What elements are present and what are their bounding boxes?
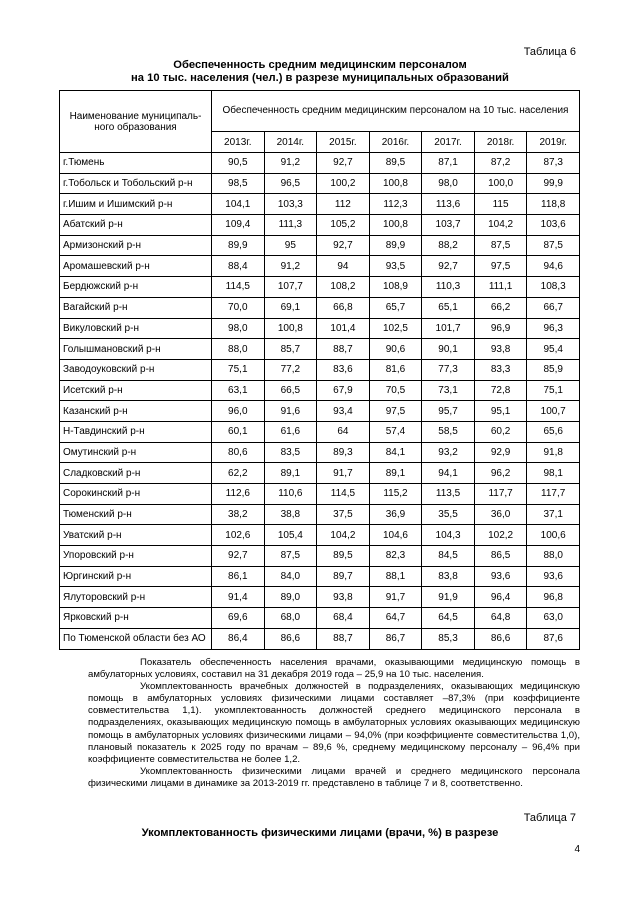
value-cell: 100,6	[527, 525, 580, 546]
value-cell: 72,8	[474, 380, 527, 401]
value-cell: 92,7	[317, 153, 370, 174]
value-cell: 107,7	[264, 277, 317, 298]
value-cell: 93,8	[317, 587, 370, 608]
value-cell: 117,7	[474, 484, 527, 505]
value-cell: 113,5	[422, 484, 475, 505]
municipality-name: Исетский р-н	[60, 380, 212, 401]
value-cell: 57,4	[369, 421, 422, 442]
value-cell: 66,8	[317, 297, 370, 318]
value-cell: 89,1	[369, 463, 422, 484]
value-cell: 84,1	[369, 442, 422, 463]
value-cell: 64,7	[369, 608, 422, 629]
value-cell: 64	[317, 421, 370, 442]
value-cell: 91,2	[264, 153, 317, 174]
value-cell: 98,5	[212, 173, 265, 194]
value-cell: 100,7	[527, 401, 580, 422]
indicator-header: Обеспеченность средним медицинским персоналом на 10 тыс. населения	[212, 91, 580, 132]
value-cell: 64,8	[474, 608, 527, 629]
value-cell: 93,4	[317, 401, 370, 422]
table-row	[60, 504, 580, 525]
table-row	[60, 173, 580, 194]
value-cell: 95,7	[422, 401, 475, 422]
value-cell: 90,1	[422, 339, 475, 360]
value-cell: 96,8	[527, 587, 580, 608]
municipality-name: Армизонский р-н	[60, 235, 212, 256]
municipality-name: Н-Тавдинский р-н	[60, 421, 212, 442]
value-cell: 100,8	[369, 215, 422, 236]
value-cell: 88,0	[527, 546, 580, 567]
value-cell: 114,5	[212, 277, 265, 298]
municipality-name: Сорокинский р-н	[60, 484, 212, 505]
value-cell: 111,3	[264, 215, 317, 236]
value-cell: 98,0	[212, 318, 265, 339]
value-cell: 103,6	[527, 215, 580, 236]
municipality-name: Ялуторовский р-н	[60, 587, 212, 608]
staffing-table	[59, 90, 580, 650]
value-cell: 103,7	[422, 215, 475, 236]
value-cell: 60,2	[474, 421, 527, 442]
table-row	[60, 484, 580, 505]
value-cell: 93,5	[369, 256, 422, 277]
table-7-label: Таблица 7	[523, 812, 576, 824]
value-cell: 108,2	[317, 277, 370, 298]
value-cell: 89,3	[317, 442, 370, 463]
table-row	[60, 339, 580, 360]
table-row	[60, 421, 580, 442]
table-row	[60, 359, 580, 380]
year-header: 2018г.	[474, 132, 527, 153]
value-cell: 95	[264, 235, 317, 256]
table-row	[60, 318, 580, 339]
value-cell: 92,7	[317, 235, 370, 256]
value-cell: 91,4	[212, 587, 265, 608]
value-cell: 108,3	[527, 277, 580, 298]
value-cell: 88,0	[212, 339, 265, 360]
value-cell: 97,5	[474, 256, 527, 277]
value-cell: 66,2	[474, 297, 527, 318]
value-cell: 87,3	[527, 153, 580, 174]
value-cell: 99,9	[527, 173, 580, 194]
value-cell: 93,8	[474, 339, 527, 360]
value-cell: 65,1	[422, 297, 475, 318]
value-cell: 96,9	[474, 318, 527, 339]
table-row	[60, 153, 580, 174]
value-cell: 94	[317, 256, 370, 277]
value-cell: 91,6	[264, 401, 317, 422]
value-cell: 65,7	[369, 297, 422, 318]
table-6-title-line1: Обеспеченность средним медицинским персоналом	[173, 59, 467, 71]
value-cell: 69,1	[264, 297, 317, 318]
value-cell: 92,7	[422, 256, 475, 277]
municipality-header: Наименование муниципаль-ного образования	[60, 91, 212, 153]
value-cell: 66,5	[264, 380, 317, 401]
table-row	[60, 442, 580, 463]
value-cell: 100,8	[369, 173, 422, 194]
value-cell: 35,5	[422, 504, 475, 525]
value-cell: 73,1	[422, 380, 475, 401]
table-row	[60, 401, 580, 422]
value-cell: 87,5	[264, 546, 317, 567]
value-cell: 117,7	[527, 484, 580, 505]
municipality-name: г.Тюмень	[60, 153, 212, 174]
value-cell: 91,9	[422, 587, 475, 608]
value-cell: 104,3	[422, 525, 475, 546]
value-cell: 96,2	[474, 463, 527, 484]
value-cell: 89,9	[369, 235, 422, 256]
value-cell: 100,0	[474, 173, 527, 194]
value-cell: 95,4	[527, 339, 580, 360]
value-cell: 96,0	[212, 401, 265, 422]
value-cell: 87,2	[474, 153, 527, 174]
value-cell: 81,6	[369, 359, 422, 380]
table-6-label: Таблица 6	[523, 46, 576, 58]
value-cell: 66,7	[527, 297, 580, 318]
table-row	[60, 587, 580, 608]
value-cell: 96,5	[264, 173, 317, 194]
value-cell: 68,4	[317, 608, 370, 629]
value-cell: 93,2	[422, 442, 475, 463]
value-cell: 112	[317, 194, 370, 215]
paragraph: Укомплектованность врачебных должностей в подразделениях, оказывающих медицинскую помощь в амбулаторных условиях физическими лицами составляет –87,3% (при коэффициенте совместительства 1,1). укомплектованность должностей среднего медицинского персонала в подразделениях, оказывающих медицинскую помощь в амбулаторных условиях оказывающих медицинскую помощь в амбулаторных условиях физическими лицами – 94,0% (при коэффициенте совместительства 1,0), плановый показатель к 2025 году по врачам – 89,6 %, среднему медицинскому персоналу – 96,4% при коэффициенте совместительства не более 1,2.	[88, 681, 580, 765]
value-cell: 89,9	[212, 235, 265, 256]
table-row	[60, 380, 580, 401]
year-header: 2016г.	[369, 132, 422, 153]
value-cell: 115,2	[369, 484, 422, 505]
value-cell: 102,2	[474, 525, 527, 546]
table-row	[60, 628, 580, 649]
paragraph: Укомплектованность физическими лицами врачей и среднего медицинского персонала физическими лицами в динамике за 2013-2019 гг. представлено в таблице 7 и 8, соответственно.	[88, 765, 580, 789]
value-cell: 88,1	[369, 566, 422, 587]
value-cell: 94,1	[422, 463, 475, 484]
municipality-name: Казанский р-н	[60, 401, 212, 422]
municipality-name: Заводоуковский р-н	[60, 359, 212, 380]
table-row	[60, 608, 580, 629]
value-cell: 89,5	[369, 153, 422, 174]
value-cell: 91,8	[527, 442, 580, 463]
value-cell: 102,6	[212, 525, 265, 546]
value-cell: 111,1	[474, 277, 527, 298]
paragraph: Показатель обеспеченность населения врачами, оказывающими медицинскую помощь в амбулаторных условиях, составил на 31 декабря 2019 года – 25,9 на 10 тыс. населения.	[88, 657, 580, 681]
value-cell: 87,5	[474, 235, 527, 256]
value-cell: 83,5	[264, 442, 317, 463]
value-cell: 91,7	[369, 587, 422, 608]
value-cell: 86,1	[212, 566, 265, 587]
value-cell: 83,6	[317, 359, 370, 380]
municipality-name: Ярковский р-н	[60, 608, 212, 629]
value-cell: 102,5	[369, 318, 422, 339]
value-cell: 104,6	[369, 525, 422, 546]
value-cell: 70,5	[369, 380, 422, 401]
value-cell: 60,1	[212, 421, 265, 442]
value-cell: 104,1	[212, 194, 265, 215]
value-cell: 89,0	[264, 587, 317, 608]
value-cell: 38,8	[264, 504, 317, 525]
text-paragraphs	[88, 657, 580, 790]
value-cell: 118,8	[527, 194, 580, 215]
value-cell: 67,9	[317, 380, 370, 401]
year-header: 2013г.	[212, 132, 265, 153]
table-6-title-line2: на 10 тыс. населения (чел.) в разрезе муниципальных образований	[131, 72, 509, 84]
value-cell: 83,8	[422, 566, 475, 587]
value-cell: 86,5	[474, 546, 527, 567]
value-cell: 58,5	[422, 421, 475, 442]
municipality-name: г.Тобольск и Тобольский р-н	[60, 173, 212, 194]
value-cell: 94,6	[527, 256, 580, 277]
value-cell: 104,2	[474, 215, 527, 236]
value-cell: 68,0	[264, 608, 317, 629]
value-cell: 63,1	[212, 380, 265, 401]
value-cell: 89,7	[317, 566, 370, 587]
value-cell: 77,2	[264, 359, 317, 380]
municipality-name: Абатский р-н	[60, 215, 212, 236]
value-cell: 100,2	[317, 173, 370, 194]
value-cell: 105,2	[317, 215, 370, 236]
year-header: 2019г.	[527, 132, 580, 153]
value-cell: 75,1	[527, 380, 580, 401]
value-cell: 92,7	[212, 546, 265, 567]
value-cell: 89,1	[264, 463, 317, 484]
table-row	[60, 194, 580, 215]
value-cell: 96,4	[474, 587, 527, 608]
value-cell: 90,6	[369, 339, 422, 360]
value-cell: 80,6	[212, 442, 265, 463]
value-cell: 87,5	[527, 235, 580, 256]
value-cell: 64,5	[422, 608, 475, 629]
value-cell: 69,6	[212, 608, 265, 629]
value-cell: 95,1	[474, 401, 527, 422]
value-cell: 36,9	[369, 504, 422, 525]
value-cell: 36,0	[474, 504, 527, 525]
value-cell: 101,7	[422, 318, 475, 339]
year-header: 2014г.	[264, 132, 317, 153]
value-cell: 93,6	[527, 566, 580, 587]
value-cell: 82,3	[369, 546, 422, 567]
municipality-name: Уватский р-н	[60, 525, 212, 546]
value-cell: 115	[474, 194, 527, 215]
value-cell: 88,7	[317, 628, 370, 649]
table-row	[60, 277, 580, 298]
value-cell: 110,3	[422, 277, 475, 298]
value-cell: 103,3	[264, 194, 317, 215]
value-cell: 87,6	[527, 628, 580, 649]
value-cell: 84,0	[264, 566, 317, 587]
value-cell: 84,5	[422, 546, 475, 567]
value-cell: 97,5	[369, 401, 422, 422]
value-cell: 91,7	[317, 463, 370, 484]
value-cell: 86,7	[369, 628, 422, 649]
value-cell: 110,6	[264, 484, 317, 505]
municipality-name: Бердюжский р-н	[60, 277, 212, 298]
value-cell: 98,0	[422, 173, 475, 194]
value-cell: 70,0	[212, 297, 265, 318]
value-cell: 83,3	[474, 359, 527, 380]
value-cell: 86,6	[474, 628, 527, 649]
table-row	[60, 525, 580, 546]
value-cell: 85,3	[422, 628, 475, 649]
municipality-name: г.Ишим и Ишимский р-н	[60, 194, 212, 215]
value-cell: 98,1	[527, 463, 580, 484]
table-row	[60, 546, 580, 567]
value-cell: 92,9	[474, 442, 527, 463]
value-cell: 85,9	[527, 359, 580, 380]
municipality-name: Тюменский р-н	[60, 504, 212, 525]
year-header: 2017г.	[422, 132, 475, 153]
value-cell: 114,5	[317, 484, 370, 505]
value-cell: 104,2	[317, 525, 370, 546]
page-number: 4	[574, 844, 580, 855]
value-cell: 61,6	[264, 421, 317, 442]
municipality-name: Викуловский р-н	[60, 318, 212, 339]
value-cell: 96,3	[527, 318, 580, 339]
value-cell: 109,4	[212, 215, 265, 236]
value-cell: 88,7	[317, 339, 370, 360]
municipality-name: Упоровский р-н	[60, 546, 212, 567]
value-cell: 86,6	[264, 628, 317, 649]
municipality-name: Аромашевский р-н	[60, 256, 212, 277]
table-row	[60, 463, 580, 484]
value-cell: 38,2	[212, 504, 265, 525]
value-cell: 93,6	[474, 566, 527, 587]
municipality-name: Юргинский р-н	[60, 566, 212, 587]
value-cell: 112,6	[212, 484, 265, 505]
value-cell: 77,3	[422, 359, 475, 380]
value-cell: 90,5	[212, 153, 265, 174]
value-cell: 105,4	[264, 525, 317, 546]
value-cell: 65,6	[527, 421, 580, 442]
municipality-name: Вагайский р-н	[60, 297, 212, 318]
table-row	[60, 235, 580, 256]
value-cell: 101,4	[317, 318, 370, 339]
value-cell: 112,3	[369, 194, 422, 215]
value-cell: 75,1	[212, 359, 265, 380]
value-cell: 100,8	[264, 318, 317, 339]
municipality-name: По Тюменской области без АО	[60, 628, 212, 649]
table-7-title: Укомплектованность физическими лицами (врачи, %) в разрезе	[141, 827, 499, 839]
table-row	[60, 297, 580, 318]
value-cell: 113,6	[422, 194, 475, 215]
value-cell: 85,7	[264, 339, 317, 360]
value-cell: 37,5	[317, 504, 370, 525]
year-header: 2015г.	[317, 132, 370, 153]
table-row	[60, 256, 580, 277]
municipality-name: Сладковский р-н	[60, 463, 212, 484]
value-cell: 88,2	[422, 235, 475, 256]
municipality-name: Голышмановский р-н	[60, 339, 212, 360]
table-row	[60, 566, 580, 587]
value-cell: 87,1	[422, 153, 475, 174]
value-cell: 88,4	[212, 256, 265, 277]
value-cell: 91,2	[264, 256, 317, 277]
value-cell: 37,1	[527, 504, 580, 525]
value-cell: 86,4	[212, 628, 265, 649]
municipality-name: Омутинский р-н	[60, 442, 212, 463]
value-cell: 89,5	[317, 546, 370, 567]
value-cell: 108,9	[369, 277, 422, 298]
value-cell: 62,2	[212, 463, 265, 484]
table-row	[60, 215, 580, 236]
value-cell: 63,0	[527, 608, 580, 629]
